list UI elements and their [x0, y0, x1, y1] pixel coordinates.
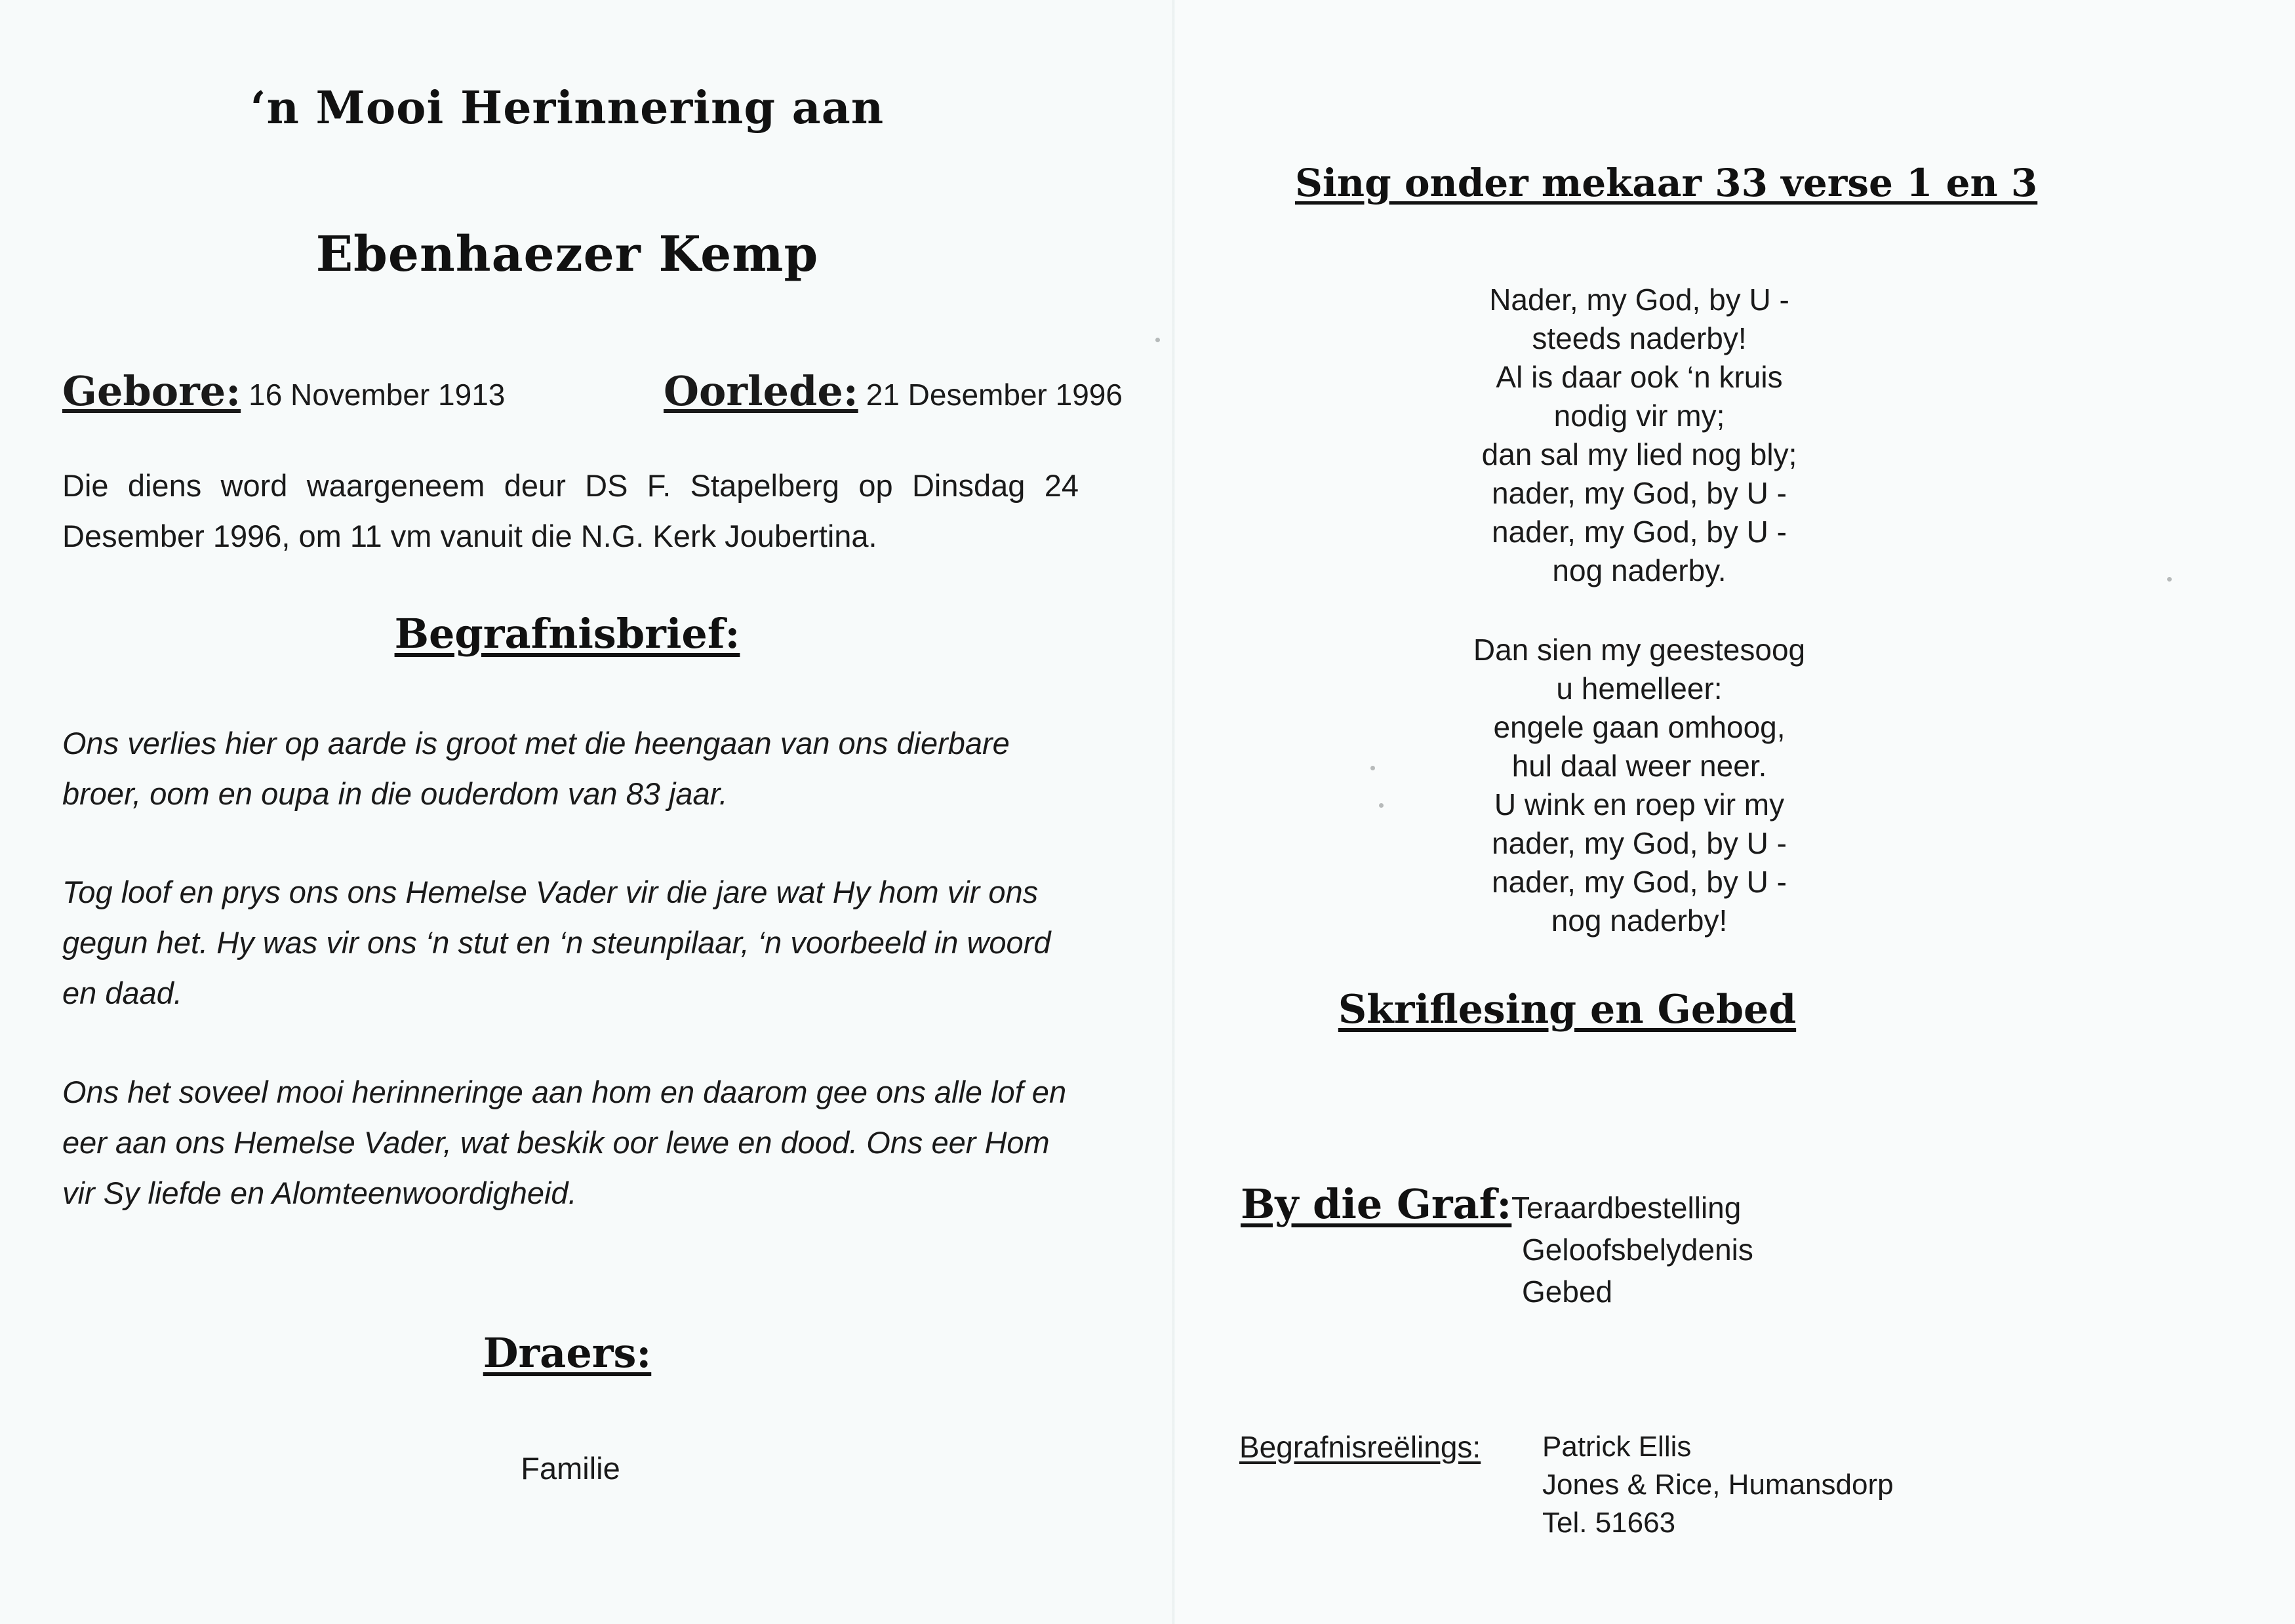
service-details: Die diens word waargeneem deur DS F. Stapelberg op Dinsdag 24 Desember 1996, om 11 vm vanuit die N.G. Kerk Joubertina. [62, 468, 1079, 553]
verse-line: nader, my God, by U - [1492, 865, 1787, 899]
verse-line: engele gaan omhoog, [1493, 710, 1786, 744]
hymn-verse-1 [1344, 281, 1934, 590]
verse-line: nodig vir my; [1553, 399, 1725, 433]
page-fold [1172, 0, 1175, 1624]
verse-line: U wink en roep vir my [1494, 787, 1785, 822]
arrangements-details [1542, 1428, 1894, 1542]
verse-line: Al is daar ook ‘n kruis [1496, 360, 1783, 394]
paper-speck [1155, 338, 1160, 342]
verse-line: u hemelleer: [1556, 671, 1723, 705]
deceased-name: Ebenhaezer Kemp [315, 226, 819, 283]
arrangements-label: Begrafnisreëlings: [1239, 1430, 1481, 1464]
verse-line: nog naderby! [1551, 903, 1728, 938]
born-line [62, 367, 505, 415]
memorial-title: ‘n Mooi Herinnering aan [250, 82, 885, 134]
hymn-heading: Sing onder mekaar 33 verse 1 en 3 [1295, 161, 2038, 205]
paper-speck [1370, 766, 1375, 770]
born-label: Gebore: [62, 367, 241, 415]
verse-line: nader, my God, by U - [1492, 476, 1787, 510]
grave-item: Teraardbestelling [1511, 1191, 1742, 1225]
verse-line: nog naderby. [1552, 553, 1726, 587]
grave-items [1511, 1187, 1753, 1313]
letter-paragraph: Tog loof en prys ons ons Hemelse Vader vir die jare wat Hy hom vir ons gegun het. Hy was vir ons ‘n stut en ‘n steunpilaar, ‘n voorbeeld in woord en daad. [62, 875, 1051, 1010]
arrangement-line: Patrick Ellis [1542, 1431, 1692, 1463]
paper-speck [1379, 803, 1384, 808]
scripture-heading: Skriflesing en Gebed [1338, 987, 1797, 1033]
verse-line: hul daal weer neer. [1511, 749, 1767, 783]
paper-speck [2167, 577, 2172, 582]
grave-item: Gebed [1522, 1275, 1613, 1309]
verse-line: nader, my God, by U - [1492, 515, 1787, 549]
letter-paragraph: Ons het soveel mooi herinneringe aan hom en daarom gee ons alle lof en eer aan ons Hemelse Vader, wat beskik oor lewe en dood. Ons eer Hom vir Sy liefde en Alomteenwoordigheid. [62, 1075, 1067, 1210]
died-date: 21 Desember 1996 [866, 378, 1123, 412]
verse-line: dan sal my lied nog bly; [1481, 437, 1797, 471]
letter-paragraph: Ons verlies hier op aarde is groot met die heengaan van ons dierbare broer, oom en oupa in die ouderdom van 83 jaar. [62, 726, 1010, 811]
verse-line: Dan sien my geestesoog [1473, 633, 1806, 667]
died-label: Oorlede: [664, 367, 858, 415]
verse-line: Nader, my God, by U - [1489, 283, 1789, 317]
arrangement-line: Jones & Rice, Humansdorp [1542, 1469, 1894, 1501]
verse-line: nader, my God, by U - [1492, 826, 1787, 860]
grave-item: Geloofsbelydenis [1522, 1233, 1753, 1267]
born-date: 16 November 1913 [249, 378, 506, 412]
bearers-heading: Draers: [483, 1329, 652, 1377]
verse-line: steeds naderby! [1532, 321, 1747, 355]
arrangement-line: Tel. 51663 [1542, 1507, 1676, 1539]
bearers-text: Familie [521, 1451, 620, 1486]
died-line [664, 367, 1123, 415]
letter-heading: Begrafnisbrief: [394, 610, 740, 658]
hymn-verse-2 [1344, 631, 1934, 940]
grave-label: By die Graf: [1241, 1180, 1512, 1228]
